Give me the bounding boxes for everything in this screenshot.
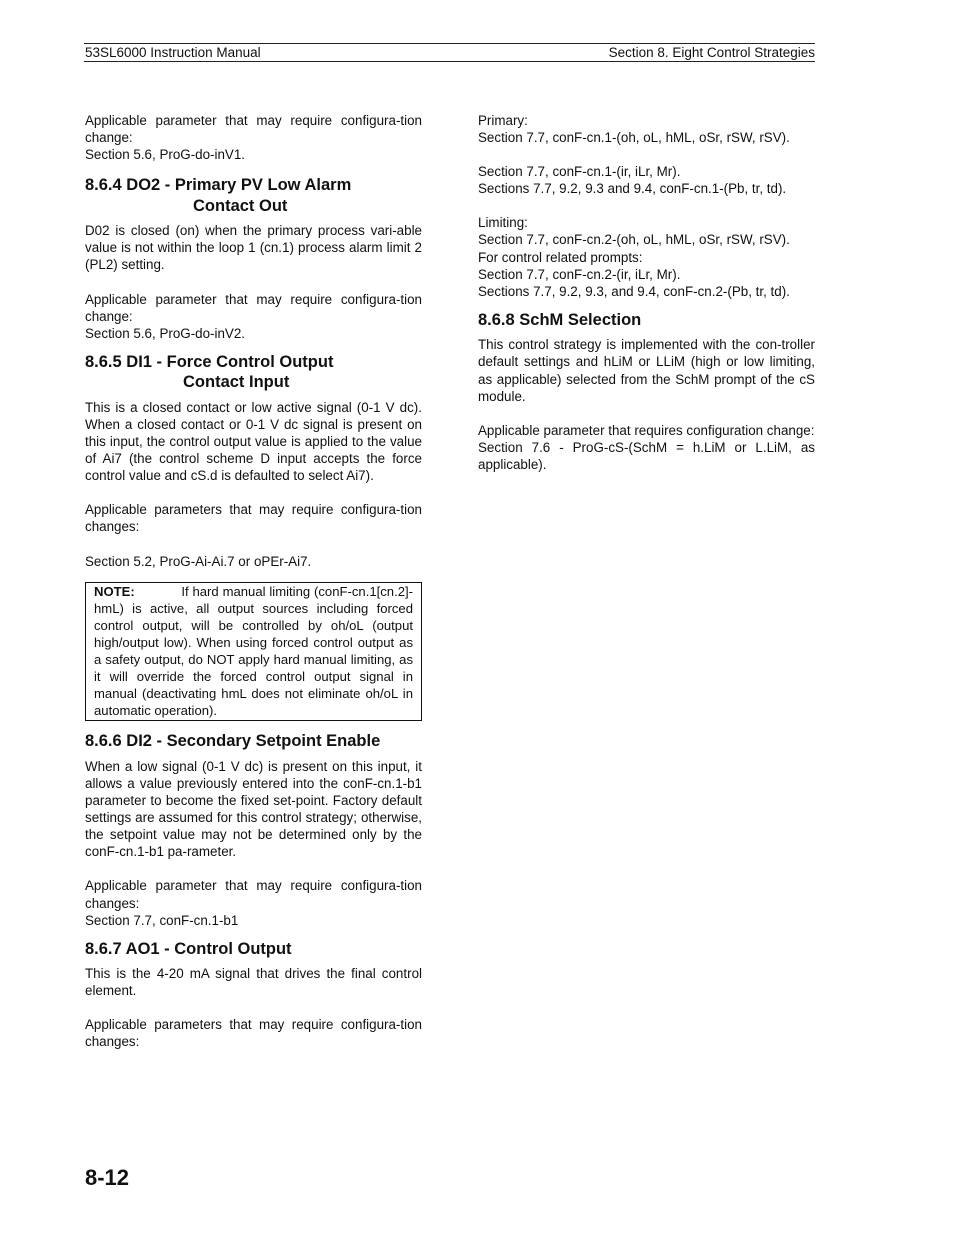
- header-section-title: Section 8. Eight Control Strategies: [608, 45, 815, 60]
- section-8-6-6-description: When a low signal (0-1 V dc) is present on this input, it allows a value previously entered into the conF-cn.1-b1 parameter to become the fixed set-point. Factory default settings are assumed for this control strategy; otherwise, the setpoint value may not be determined only by the conF-cn.1-b1 pa-rameter.: [85, 758, 422, 860]
- section-8-6-6-applicable: Applicable parameter that may require configura-tion changes:: [85, 878, 422, 911]
- section-8-6-4-applicable: Applicable parameter that may require configura-tion change:: [85, 291, 422, 324]
- intro-paragraph: Applicable parameter that may require configura-tion change:: [85, 113, 422, 146]
- right-column: [478, 112, 815, 473]
- intro-reference: Section 5.6, ProG-do-inV1.: [85, 147, 246, 163]
- section-8-6-5-description: This is a closed contact or low active signal (0-1 V dc). When a closed contact or 0-1 V dc signal is present on this input, the control output value is applied to the value of Ai7 (the control scheme D input accepts the force control value and cS.d is defaulted to select Ai7).: [85, 399, 422, 484]
- primary-label: Primary:: [478, 113, 528, 128]
- section-8-6-6-reference: Section 7.7, conF-cn.1-b1: [85, 912, 239, 928]
- page-number: 8-12: [85, 1165, 130, 1190]
- section-8-6-7-heading: 8.6.7 AO1 - Control Output: [85, 939, 292, 958]
- note-text: [94, 583, 413, 720]
- header-manual-title: 53SL6000 Instruction Manual: [85, 45, 261, 60]
- section-8-6-4-heading-line2: Contact Out: [193, 196, 288, 215]
- section-8-6-8-heading: 8.6.8 SchM Selection: [478, 310, 642, 329]
- note-label: NOTE:: [94, 583, 135, 599]
- header-rule-bottom: [84, 61, 815, 62]
- limiting-ref-3: Sections 7.7, 9.2, 9.3, and 9.4, conF-cn.2-(Pb, tr, td).: [478, 283, 790, 299]
- limiting-ref-2: Section 7.7, conF-cn.2-(ir, iLr, Mr).: [478, 266, 681, 282]
- primary-ref-3: Sections 7.7, 9.2, 9.3 and 9.4, conF-cn.1-(Pb, tr, td).: [478, 181, 787, 197]
- section-8-6-4-heading: [85, 175, 422, 216]
- left-column: [85, 112, 422, 1051]
- section-8-6-8-reference: Section 7.6 - ProG-cS-(SchM = h.LiM or L.LiM, as applicable).: [478, 439, 815, 472]
- section-8-6-5-heading-line1: 8.6.5 DI1 - Force Control Output: [85, 352, 334, 371]
- note-body: If hard manual limiting (conF-cn.1[cn.2]-hmL) is active, all output sources including forced control output, will be controlled by oh/oL (output high/output low). When using forced control output as a safety output, do NOT apply hard manual limiting, as it will override the forced control output signal in manual (deactivating hmL does not eliminate oh/oL in automatic operation).: [94, 583, 413, 719]
- primary-ref-2: Section 7.7, conF-cn.1-(ir, iLr, Mr).: [478, 164, 681, 180]
- section-8-6-6-heading: 8.6.6 DI2 - Secondary Setpoint Enable: [85, 732, 381, 751]
- section-8-6-5-reference: Section 5.2, ProG-Ai-Ai.7 or oPEr-Ai7.: [85, 553, 312, 569]
- section-8-6-7-applicable: Applicable parameters that may require configura-tion changes:: [85, 1017, 422, 1050]
- section-8-6-4-reference: Section 5.6, ProG-do-inV2.: [85, 325, 246, 341]
- note-box: [85, 582, 422, 722]
- section-8-6-8-description: This control strategy is implemented with the con-troller default settings and hLiM or LLiM (high or low limiting, as applicable) selected from the SchM prompt of the cS module.: [478, 337, 815, 404]
- section-8-6-8-applicable: Applicable parameter that requires configuration change:: [478, 422, 815, 438]
- section-8-6-7-description: This is the 4-20 mA signal that drives the final control element.: [85, 966, 422, 999]
- limiting-prompts-label: For control related prompts:: [478, 249, 643, 265]
- section-8-6-5-heading: [85, 352, 422, 393]
- limiting-label: Limiting:: [478, 215, 528, 231]
- limiting-ref-1: Section 7.7, conF-cn.2-(oh, oL, hML, oSr, rSW, rSV).: [478, 232, 790, 248]
- section-8-6-4-description: D02 is closed (on) when the primary process vari-able value is not within the loop 1 (cn.1) process alarm limit 2 (PL2) setting.: [85, 223, 422, 273]
- section-8-6-4-heading-line1: 8.6.4 DO2 - Primary PV Low Alarm: [85, 176, 352, 195]
- primary-ref-1: Section 7.7, conF-cn.1-(oh, oL, hML, oSr, rSW, rSV).: [478, 130, 790, 146]
- section-8-6-5-heading-line2: Contact Input: [183, 373, 290, 392]
- section-8-6-5-applicable: Applicable parameters that may require configura-tion changes:: [85, 502, 422, 535]
- header-rule-top: [84, 43, 815, 44]
